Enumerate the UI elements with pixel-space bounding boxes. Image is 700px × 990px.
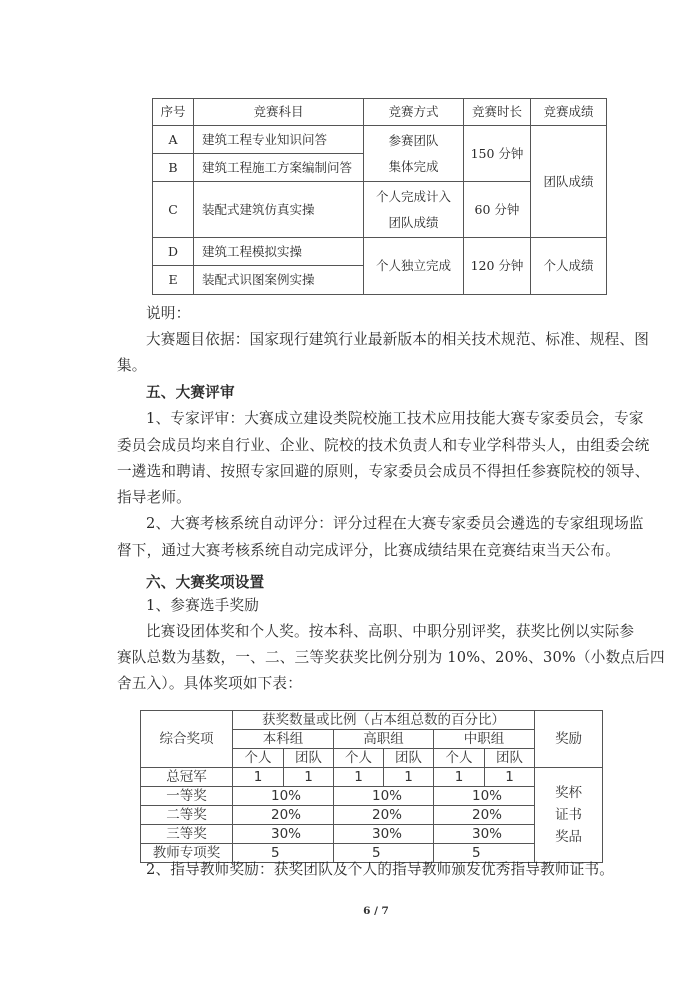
award-value: 1 xyxy=(334,768,384,787)
header-award: 综合奖项 xyxy=(141,711,233,768)
duration-c: 60 分钟 xyxy=(464,182,531,238)
note-text-line: 集。 xyxy=(117,357,147,374)
row-id: A xyxy=(153,126,194,154)
reward-line: 奖品 xyxy=(555,829,583,845)
row-id: D xyxy=(153,238,194,266)
sub-team: 团队 xyxy=(284,749,334,768)
paragraph-line: 委员会成员均来自行业、企业、院校的技术负责人和专业学科带头人，由组委会统 xyxy=(117,437,650,454)
mode-ab-line1: 参赛团队 xyxy=(388,132,439,148)
paragraph-line: 舍五入）。具体奖项如下表： xyxy=(117,675,303,692)
award-value: 5 xyxy=(334,844,434,863)
reward-line: 奖杯 xyxy=(555,785,583,801)
award-name: 二等奖 xyxy=(141,806,233,825)
row-subject: 建筑工程专业知识问答 xyxy=(194,126,364,154)
paragraph-line: 一遴选和聘请、按照专家回避的原则，专家委员会成员不得担任参赛院校的领导、 xyxy=(117,463,650,480)
award-value: 10% xyxy=(233,787,334,806)
sub-individual: 个人 xyxy=(233,749,284,768)
mode-ab-line2: 集体完成 xyxy=(388,158,439,174)
paragraph-line: 2、大赛考核系统自动评分：评分过程在大赛专家委员会遴选的专家组现场监 xyxy=(146,515,644,532)
award-value: 20% xyxy=(233,806,334,825)
row-subject: 建筑工程模拟实操 xyxy=(194,238,364,266)
paragraph-line: 督下，通过大赛考核系统自动完成评分，比赛成绩结果在竞赛结束当天公布。 xyxy=(117,542,620,559)
header-score: 竞赛成绩 xyxy=(531,99,607,126)
duration-de: 120 分钟 xyxy=(464,238,531,295)
award-value: 30% xyxy=(233,825,334,844)
table-row xyxy=(153,238,607,266)
mode-c xyxy=(364,182,464,238)
table-row xyxy=(141,825,603,844)
sub-team: 团队 xyxy=(384,749,434,768)
group-higher-vocational: 高职组 xyxy=(334,730,434,749)
row-subject: 建筑工程施工方案编制问答 xyxy=(194,154,364,182)
award-name: 一等奖 xyxy=(141,787,233,806)
header-reward: 奖励 xyxy=(535,711,603,768)
award-value: 30% xyxy=(434,825,535,844)
sub-team: 团队 xyxy=(485,749,535,768)
page-number: 6 / 7 xyxy=(363,905,389,917)
reward-line: 证书 xyxy=(555,807,583,823)
paragraph-line: 赛队总数为基数，一、二、三等奖获奖比例分别为 10%、20%、30%（小数点后四 xyxy=(117,649,665,666)
row-id: E xyxy=(153,266,194,295)
group-secondary-vocational: 中职组 xyxy=(434,730,535,749)
sub-individual: 个人 xyxy=(434,749,485,768)
note-text-line: 大赛题目依据：国家现行建筑行业最新版本的相关技术规范、标准、规程、图 xyxy=(146,331,649,348)
header-quota: 获奖数量或比例（占本组总数的百分比） xyxy=(233,711,535,730)
header-seq: 序号 xyxy=(153,99,194,126)
award-name: 教师专项奖 xyxy=(141,844,233,863)
award-value: 1 xyxy=(434,768,485,787)
subsection-heading: 1、参赛选手奖励 xyxy=(146,597,260,614)
award-value: 20% xyxy=(434,806,535,825)
award-settings-table xyxy=(140,710,603,863)
header-duration: 竞赛时长 xyxy=(464,99,531,126)
table-row xyxy=(153,126,607,154)
note-label: 说明： xyxy=(146,305,191,322)
table-row xyxy=(141,806,603,825)
subsection-heading: 2、指导教师奖励：获奖团队及个人的指导教师颁发优秀指导教师证书。 xyxy=(146,861,615,878)
table-row xyxy=(141,844,603,863)
mode-c-line1: 个人完成计入 xyxy=(375,188,451,204)
mode-c-line2: 团队成绩 xyxy=(388,214,439,230)
paragraph-line: 比赛设团体奖和个人奖。按本科、高职、中职分别评奖，获奖比例以实际参 xyxy=(146,623,635,640)
duration-ab: 150 分钟 xyxy=(464,126,531,182)
row-subject: 装配式识图案例实操 xyxy=(194,266,364,295)
row-subject: 装配式建筑仿真实操 xyxy=(194,182,364,238)
header-mode: 竞赛方式 xyxy=(364,99,464,126)
award-value: 5 xyxy=(233,844,334,863)
header-subject: 竞赛科目 xyxy=(194,99,364,126)
score-abc: 团队成绩 xyxy=(531,126,607,238)
reward-cell xyxy=(535,768,603,863)
award-value: 1 xyxy=(384,768,434,787)
mode-de: 个人独立完成 xyxy=(364,238,464,295)
paragraph-line: 指导老师。 xyxy=(117,489,191,506)
competition-subjects-table xyxy=(152,98,607,295)
table-row xyxy=(141,768,603,787)
award-value: 30% xyxy=(334,825,434,844)
award-value: 10% xyxy=(334,787,434,806)
award-value: 20% xyxy=(334,806,434,825)
award-value: 10% xyxy=(434,787,535,806)
award-name: 三等奖 xyxy=(141,825,233,844)
section-heading: 六、大赛奖项设置 xyxy=(146,574,265,591)
score-de: 个人成绩 xyxy=(531,238,607,295)
sub-individual: 个人 xyxy=(334,749,384,768)
award-value: 1 xyxy=(284,768,334,787)
paragraph-line: 1、专家评审：大赛成立建设类院校施工技术应用技能大赛专家委员会，专家 xyxy=(146,410,644,427)
award-value: 1 xyxy=(485,768,535,787)
group-undergrad: 本科组 xyxy=(233,730,334,749)
table-row xyxy=(141,787,603,806)
mode-ab xyxy=(364,126,464,182)
award-value: 5 xyxy=(434,844,535,863)
award-name: 总冠军 xyxy=(141,768,233,787)
section-heading: 五、大赛评审 xyxy=(146,384,235,401)
row-id: C xyxy=(153,182,194,238)
row-id: B xyxy=(153,154,194,182)
award-value: 1 xyxy=(233,768,284,787)
